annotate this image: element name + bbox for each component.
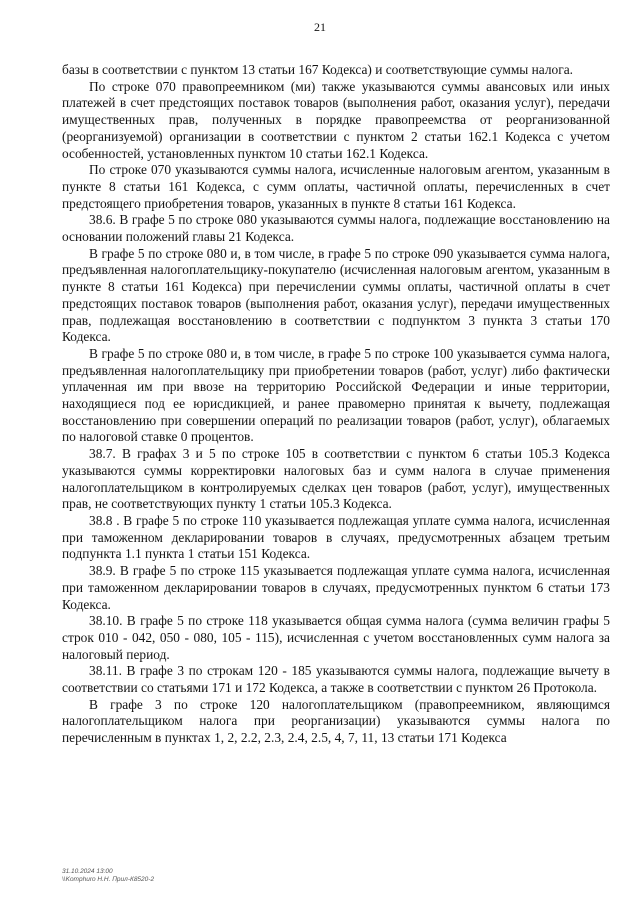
paragraph-38-9: 38.9. В графе 5 по строке 115 указывается подлежащая уплате сумма налога, исчисленная при таможенном декларировании товаров в случаях, предусмотренных пунктом 6 статьи 173 Кодекса. bbox=[62, 563, 610, 612]
paragraph-38-10: 38.10. В графе 5 по строке 118 указывается общая сумма налога (сумма величин графы 5 строк 010 - 042, 050 - 080, 105 - 115), исчисленная с учетом восстановленных сумм налога за налоговый период. bbox=[62, 613, 610, 662]
paragraph-line-070-successor: По строке 070 правопреемником (ми) также указываются суммы авансовых или иных платежей в счет предстоящих поставок товаров (выполнения работ, оказания услуг), передачи имущественных прав, полученных в порядке правопреемства от реорганизованной (реорганизуемой) организации в соответствии с пунктом 2 статьи 162.1 Кодекса с учетом особенностей, установленных пунктом 10 статьи 162.1 Кодекса. bbox=[62, 78, 610, 161]
document-body bbox=[62, 62, 610, 747]
footer-stamp bbox=[62, 868, 154, 884]
page-number: 21 bbox=[314, 20, 326, 34]
paragraph-38-8: 38.8 . В графе 5 по строке 110 указывается подлежащая уплате сумма налога, исчисленная при таможенном декларировании товаров в случаях, предусмотренных абзацем третьим подпункта 1.1 пункта 1 статьи 151 Кодекса. bbox=[62, 512, 610, 562]
paragraph-line-080-100: В графе 5 по строке 080 и, в том числе, в графе 5 по строке 100 указывается сумма налога, предъявленная налогоплательщику при приобретении товаров (работ, услуг) либо фактически уплаченная им при ввозе на территорию Российской Федерации и иные территории, находящиеся под ее юрисдикцией, и ранее правомерно принятая к вычету, подлежащая восстановлению при совершении операций по реализации товаров (работ, услуг), облагаемых по налоговой ставке 0 процентов. bbox=[62, 345, 610, 445]
paragraph-38-6: 38.6. В графе 5 по строке 080 указываются суммы налога, подлежащие восстановлению на основании положений главы 21 Кодекса. bbox=[62, 212, 610, 245]
paragraph-38-11: 38.11. В графе 3 по строкам 120 - 185 указываются суммы налога, подлежащие вычету в соответствии со статьями 171 и 172 Кодекса, а также в соответствии с пунктом 26 Протокола. bbox=[62, 663, 610, 696]
footer-timestamp: 31.10.2024 13:00 bbox=[62, 868, 113, 875]
paragraph-38-7: 38.7. В графах 3 и 5 по строке 105 в соответствии с пунктом 6 статьи 105.3 Кодекса указываются суммы корректировки налоговых баз и сумм налога в случае применения налогоплательщиком в контролируемых сделках цен товаров (работ, услуг), имущественных прав, не соответствующих пункту 1 статьи 105.3 Кодекса. bbox=[62, 446, 610, 512]
paragraph-line-080-090: В графе 5 по строке 080 и, в том числе, в графе 5 по строке 090 указывается сумма налога, предъявленная налогоплательщику-покупателю (исчисленная налоговым агентом, указанным в пункте 8 статьи 161 Кодекса) при перечислении суммы оплаты, частичной оплаты в счет предстоящих поставок товаров (выполнения работ, оказания услуг), передачи имущественных прав, подлежащая восстановлению в соответствии с подпунктом 3 пункта 3 статьи 170 Кодекса. bbox=[62, 245, 610, 345]
paragraph-line-120: В графе 3 по строке 120 налогоплательщиком (правопреемником, являющимся налогоплательщиком налога при реорганизации) указываются суммы налога по перечисленным в пунктах 1, 2, 2.2, 2.3, 2.4, 2.5, 4, 7, 11, 13 статьи 171 Кодекса bbox=[62, 696, 610, 746]
footer-file-path: \\Komphuro Н.Н. Прил-К8520-2 bbox=[62, 876, 155, 883]
paragraph-line-070-tax-agent: По строке 070 указываются суммы налога, исчисленные налоговым агентом, указанным в пункте 8 статьи 161 Кодекса, с сумм оплаты, частичной оплаты, перечисленных в счет предстоящего приобретения товаров, указанных в пункте 8 статьи 161 Кодекса. bbox=[62, 162, 610, 211]
paragraph-continuation: базы в соответствии с пунктом 13 статьи 167 Кодекса) и соответствующие суммы налога. bbox=[62, 62, 574, 77]
